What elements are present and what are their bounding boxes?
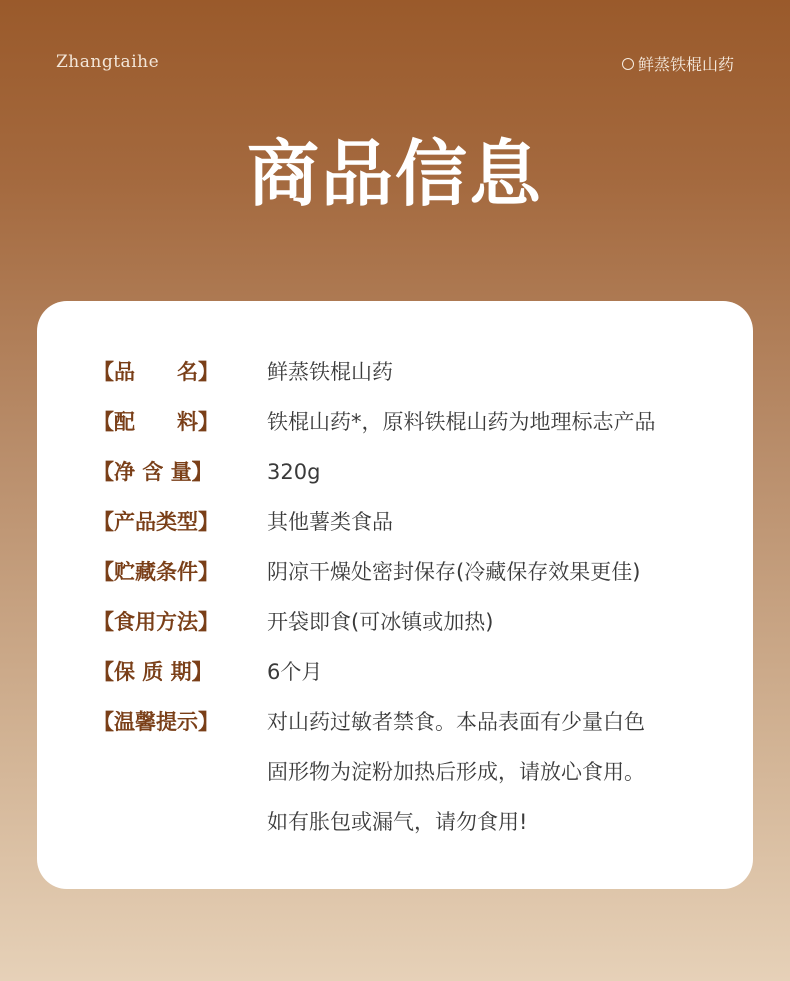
brand-name: Zhangtaihe xyxy=(56,52,160,72)
info-value: 开袋即食(可冰镇或加热) xyxy=(267,610,494,634)
info-value: 其他薯类食品 xyxy=(267,510,393,534)
product-tag-text: 鲜蒸铁棍山药 xyxy=(637,55,734,74)
info-label: 【配 料】 xyxy=(93,410,219,434)
info-value: 320g xyxy=(267,460,321,484)
page-title: 商品信息 xyxy=(246,132,543,216)
info-row-usage xyxy=(93,597,727,647)
info-row-net-content xyxy=(93,447,727,497)
info-row-tips xyxy=(93,697,727,847)
info-value: 鲜蒸铁棍山药 xyxy=(267,360,393,384)
info-label: 【温馨提示】 xyxy=(93,710,219,734)
info-row-product-type xyxy=(93,497,727,547)
info-row-ingredients xyxy=(93,397,727,447)
info-label: 【净 含 量】 xyxy=(93,460,213,484)
circle-icon xyxy=(622,58,634,70)
info-label: 【保 质 期】 xyxy=(93,660,213,684)
tip-line: 如有胀包或漏气，请勿食用! xyxy=(267,810,528,834)
product-tag xyxy=(622,52,734,75)
info-label: 【食用方法】 xyxy=(93,610,219,634)
info-row-name xyxy=(93,347,727,397)
info-label: 【贮藏条件】 xyxy=(93,560,219,584)
info-row-shelf-life xyxy=(93,647,727,697)
info-row-storage xyxy=(93,547,727,597)
info-value: 铁棍山药*，原料铁棍山药为地理标志产品 xyxy=(267,410,656,434)
info-card xyxy=(37,301,753,889)
info-value: 阴凉干燥处密封保存(冷藏保存效果更佳) xyxy=(267,560,641,584)
info-label: 【产品类型】 xyxy=(93,510,219,534)
tip-line: 对山药过敏者禁食。本品表面有少量白色 xyxy=(267,710,645,734)
tip-text xyxy=(267,697,727,847)
info-value: 6个月 xyxy=(267,660,323,684)
tip-line: 固形物为淀粉加热后形成，请放心食用。 xyxy=(267,760,645,784)
info-label: 【品 名】 xyxy=(93,360,219,384)
